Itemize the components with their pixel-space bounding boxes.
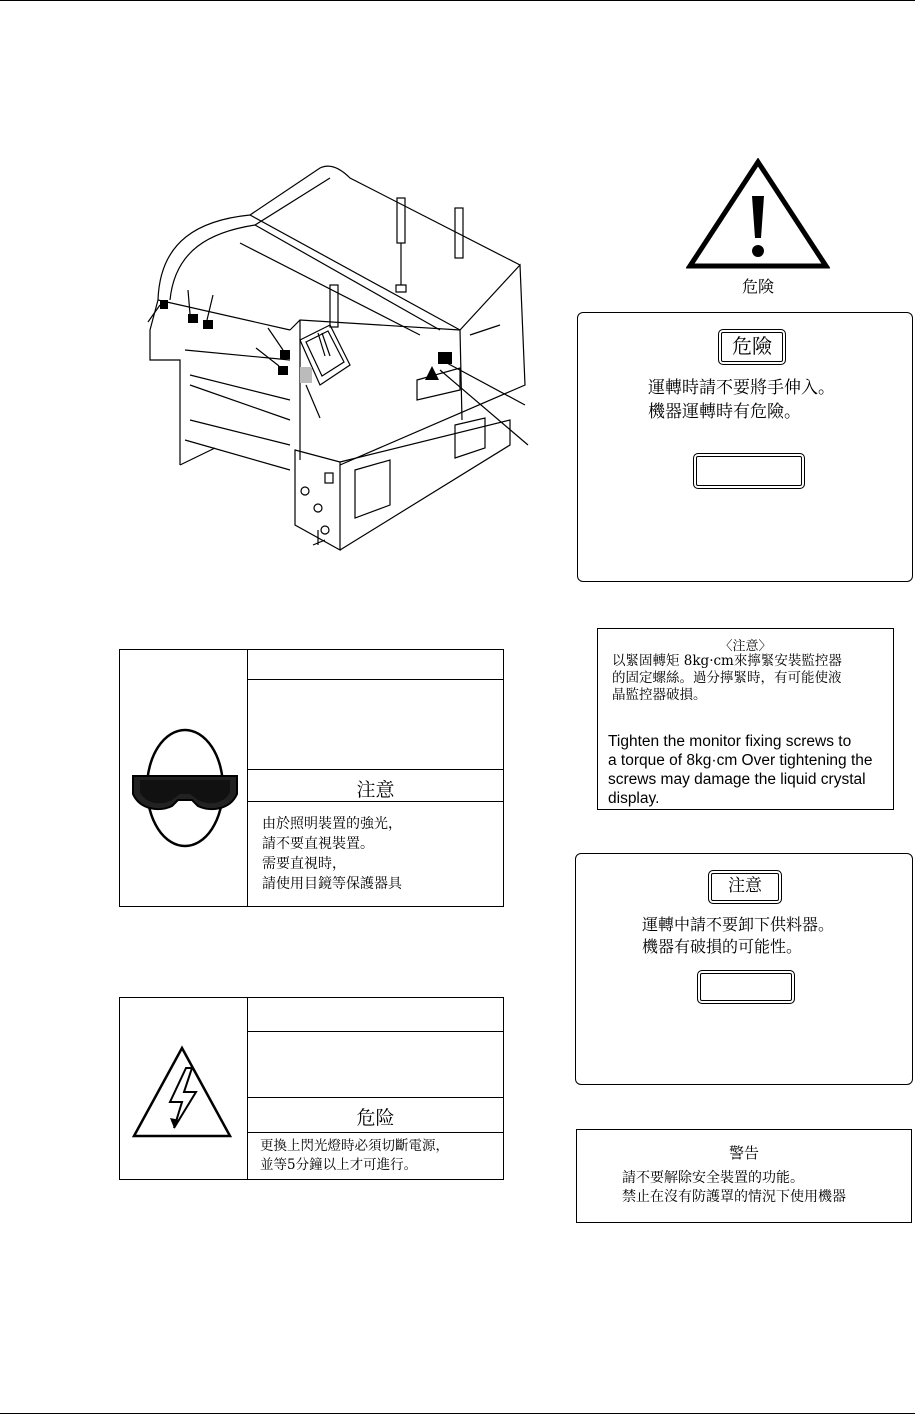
bottom-rule (0, 1413, 915, 1414)
symbol-caption: 危険 (741, 277, 774, 296)
danger-hands-title: 危險 (718, 329, 786, 365)
danger-hands-label (577, 312, 913, 582)
monitor-caution-zh-text: 以緊固轉矩 8kg·cm來擰緊安裝監控器 的固定螺絲。過分擰緊時，有可能使液 晶監控器破損。 (612, 653, 842, 703)
warning-triangle-icon (686, 158, 830, 270)
flash-danger-title: 危险 (356, 1107, 395, 1129)
light-caution-label (119, 649, 504, 907)
feeder-caution-label (575, 853, 913, 1085)
top-rule (0, 0, 915, 1)
warning-safety-text: 請不要解除安全裝置的功能。 禁止在沒有防護罩的情況下使用機器 (622, 1170, 846, 1205)
feeder-caution-line-1: 運轉中請不要卸下供料器。 (642, 915, 835, 934)
flash-danger-text: 更換上閃光燈時必須切斷電源， 並等5分鐘以上才可進行。 (260, 1138, 449, 1173)
monitor-caution-en-text: Tighten the monitor fixing screws to a torque of 8kg·cm Over tightening the screws may damage the liquid crystal display. (608, 733, 873, 807)
warning-safety-label (576, 1129, 912, 1223)
feeder-caution-line-2: 機器有破損的可能性。 (642, 937, 803, 956)
danger-hands-line-1: 運轉時請不要將手伸入。 (648, 378, 835, 398)
high-voltage-icon (130, 1044, 234, 1140)
light-caution-title: 注意 (356, 779, 395, 801)
monitor-caution-label (597, 628, 894, 810)
danger-hands-line-2: 機器運轉時有危險。 (648, 402, 801, 422)
safety-goggles-icon (130, 720, 240, 850)
danger-hands-blank-plate (693, 453, 805, 489)
monitor-caution-title: 〈注意〉 (719, 639, 772, 654)
feeder-caution-title: 注意 (708, 870, 782, 904)
light-caution-text: 由於照明裝置的強光， 請不要直視裝置。 需要直視時， 請使用目鏡等保護器具 (262, 816, 402, 892)
feeder-caution-blank-plate (697, 970, 795, 1004)
machine-illustration (140, 160, 540, 570)
warning-safety-title: 警告 (728, 1144, 759, 1162)
flash-danger-label (119, 997, 504, 1180)
